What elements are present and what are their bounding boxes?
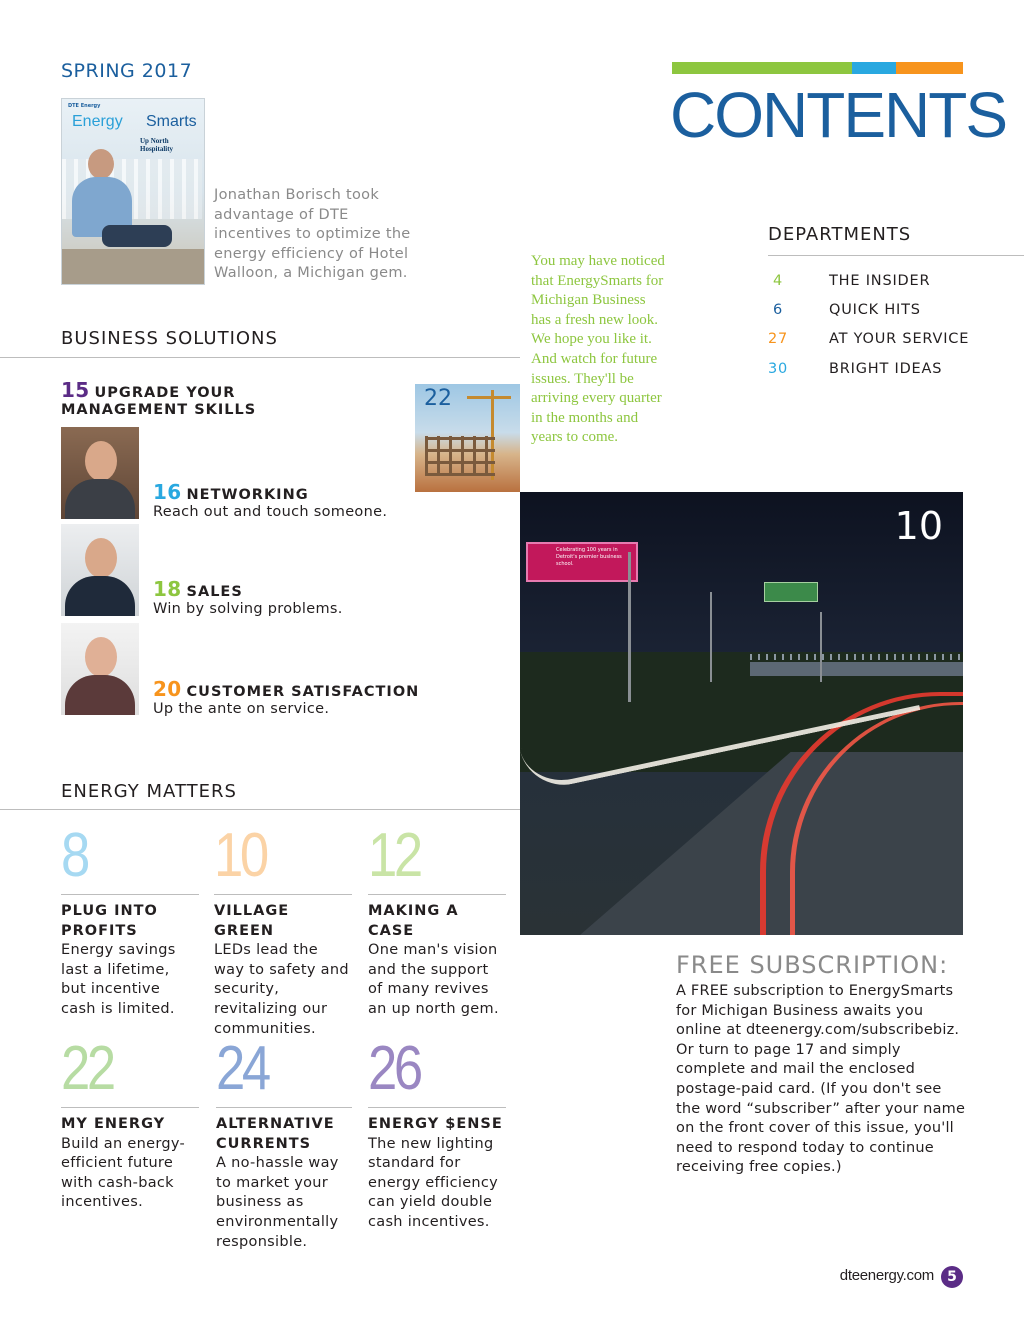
portrait-head bbox=[85, 441, 117, 481]
article-my-energy[interactable] bbox=[61, 1034, 199, 1211]
article-page-number: 12 bbox=[368, 821, 420, 890]
dept-label: THE INSIDER bbox=[829, 273, 931, 289]
customer-satisfaction-portrait bbox=[61, 623, 139, 715]
subscription-title: FREE SUBSCRIPTION: bbox=[676, 951, 949, 979]
article-title-line2: CURRENTS bbox=[216, 1135, 312, 1152]
billboard-right bbox=[764, 582, 818, 602]
feature-title: SALES bbox=[186, 584, 243, 600]
feature-page-number: 15 bbox=[61, 378, 90, 402]
portrait-body bbox=[65, 576, 135, 616]
billboard bbox=[526, 542, 638, 582]
header-bar-green bbox=[672, 62, 852, 74]
header-bar-orange bbox=[896, 62, 963, 74]
building-frame bbox=[425, 436, 495, 476]
cover-line: Up North Hospitality bbox=[140, 137, 174, 153]
header-bar-blue bbox=[852, 62, 896, 74]
crane-jib bbox=[467, 396, 511, 399]
article-title: MAKING A CASE bbox=[368, 903, 459, 939]
feature-management-skills[interactable] bbox=[61, 378, 256, 418]
streetlight-3 bbox=[820, 612, 822, 682]
cover-logo: DTE Energy bbox=[68, 103, 101, 109]
issue-label: SPRING 2017 bbox=[61, 60, 193, 82]
article-rule bbox=[61, 894, 199, 895]
business-solutions-title: BUSINESS SOLUTIONS bbox=[61, 328, 278, 349]
highway-photo-page: 10 bbox=[894, 504, 943, 548]
article-rule bbox=[368, 894, 506, 895]
billboard-text: Celebrating 100 years in Detroit's premier business school. bbox=[556, 547, 622, 567]
article-page-number: 26 bbox=[368, 1034, 420, 1103]
article-plug-into-profits[interactable] bbox=[61, 821, 199, 1017]
construction-photo bbox=[415, 384, 520, 492]
portrait-head bbox=[85, 538, 117, 578]
article-page-number: 10 bbox=[214, 821, 266, 890]
article-rule bbox=[368, 1107, 506, 1108]
article-description: LEDs lead the way to safety and security, revitalizing our communities. bbox=[214, 942, 349, 1037]
article-village-green[interactable] bbox=[214, 821, 352, 1037]
article-description: A no-hassle way to market your business as environmentally responsible. bbox=[216, 1155, 339, 1250]
cover-masthead-energy: Energy bbox=[72, 113, 123, 130]
feature-page-number: 18 bbox=[153, 577, 182, 601]
streetlight-2 bbox=[710, 592, 712, 682]
networking-portrait bbox=[61, 427, 139, 519]
feature-customer-satisfaction[interactable] bbox=[153, 677, 419, 717]
dept-page-number: 30 bbox=[768, 361, 789, 377]
sales-portrait bbox=[61, 524, 139, 616]
feature-title: NETWORKING bbox=[186, 487, 309, 503]
page-number-badge: 5 bbox=[941, 1266, 963, 1288]
dept-page-number: 6 bbox=[772, 302, 784, 318]
portrait-body bbox=[65, 479, 135, 519]
magazine-cover-image bbox=[61, 98, 205, 285]
dept-label: QUICK HITS bbox=[829, 302, 921, 318]
cover-man-legs bbox=[102, 225, 172, 247]
dept-label: AT YOUR SERVICE bbox=[829, 331, 970, 347]
article-alternative-currents[interactable] bbox=[216, 1034, 352, 1250]
article-title-line2: PROFITS bbox=[61, 922, 138, 939]
highway-night-photo bbox=[520, 492, 963, 935]
article-rule bbox=[61, 1107, 199, 1108]
departments-title: DEPARTMENTS bbox=[768, 224, 912, 245]
subscription-body: A FREE subscription to EnergySmarts for Michigan Business awaits you online at dteenergy.com/subscribebiz. Or turn to page 17 and simply complete and mail the enclosed postage-paid card. (If you don't see the word “subscriber” after your name on the front cover of this issue, you'll need to respond today to continue receiving free copies.) bbox=[676, 983, 966, 1176]
contents-title: CONTENTS bbox=[670, 79, 1006, 151]
feature-title-line2: MANAGEMENT SKILLS bbox=[61, 402, 257, 418]
construction-photo-page: 22 bbox=[424, 386, 452, 411]
cover-caption: Jonathan Borisch took advantage of DTE incentives to optimize the energy efficiency of Hotel Walloon, a Michigan gem. bbox=[214, 187, 411, 282]
article-page-number: 22 bbox=[61, 1034, 113, 1103]
cover-man-figure bbox=[88, 149, 114, 179]
article-rule bbox=[214, 894, 352, 895]
article-page-number: 24 bbox=[216, 1034, 268, 1103]
article-making-a-case[interactable] bbox=[368, 821, 506, 1017]
feature-title: CUSTOMER SATISFACTION bbox=[186, 684, 420, 700]
feature-title-line1: UPGRADE YOUR bbox=[94, 385, 236, 401]
dept-page-number: 4 bbox=[772, 273, 784, 289]
feature-description: Up the ante on service. bbox=[153, 701, 330, 717]
article-description: The new lighting standard for energy efficiency can yield double cash incentives. bbox=[368, 1135, 499, 1230]
business-solutions-rule bbox=[0, 357, 520, 358]
cover-porch-floor bbox=[62, 249, 204, 284]
article-title-line1: PLUG INTO bbox=[61, 903, 158, 919]
article-rule bbox=[216, 1107, 352, 1108]
feature-description: Reach out and touch someone. bbox=[153, 504, 388, 520]
article-title: MY ENERGY bbox=[61, 1116, 166, 1132]
departments-rule bbox=[768, 255, 1024, 256]
footer-url[interactable]: dteenergy.com bbox=[839, 1267, 934, 1284]
feature-description: Win by solving problems. bbox=[153, 601, 343, 617]
feature-sales[interactable] bbox=[153, 577, 343, 617]
dept-page-number: 27 bbox=[768, 331, 789, 347]
feature-networking[interactable] bbox=[153, 480, 387, 520]
streetlight-1 bbox=[628, 552, 631, 702]
overpass-bridge bbox=[750, 662, 963, 676]
editor-note: You may have noticed that EnergySmarts for Michigan Business has a fresh new look. We hope you like it. And watch for future issues. They'll be arriving every quarter in the months and years to come. bbox=[531, 253, 665, 446]
energy-matters-title: ENERGY MATTERS bbox=[61, 781, 237, 802]
energy-matters-rule bbox=[0, 809, 520, 810]
portrait-body bbox=[65, 675, 135, 715]
article-energy-sense[interactable] bbox=[368, 1034, 506, 1230]
overpass-rail bbox=[750, 654, 963, 660]
article-page-number: 8 bbox=[61, 821, 87, 890]
article-title-line1: ALTERNATIVE bbox=[216, 1116, 335, 1132]
article-description: Energy savings last a lifetime, but incentive cash is limited. bbox=[61, 942, 176, 1017]
article-title: ENERGY $ENSE bbox=[368, 1116, 503, 1132]
dept-label: BRIGHT IDEAS bbox=[829, 361, 943, 377]
portrait-head bbox=[85, 637, 117, 677]
article-description: One man's vision and the support of many revives an up north gem. bbox=[368, 942, 499, 1017]
cover-masthead-smarts: Smarts bbox=[146, 113, 197, 130]
feature-page-number: 20 bbox=[153, 677, 182, 701]
article-title: VILLAGE GREEN bbox=[214, 903, 290, 939]
article-description: Build an energy-efficient future with cash-back incentives. bbox=[61, 1135, 185, 1211]
feature-page-number: 16 bbox=[153, 480, 182, 504]
